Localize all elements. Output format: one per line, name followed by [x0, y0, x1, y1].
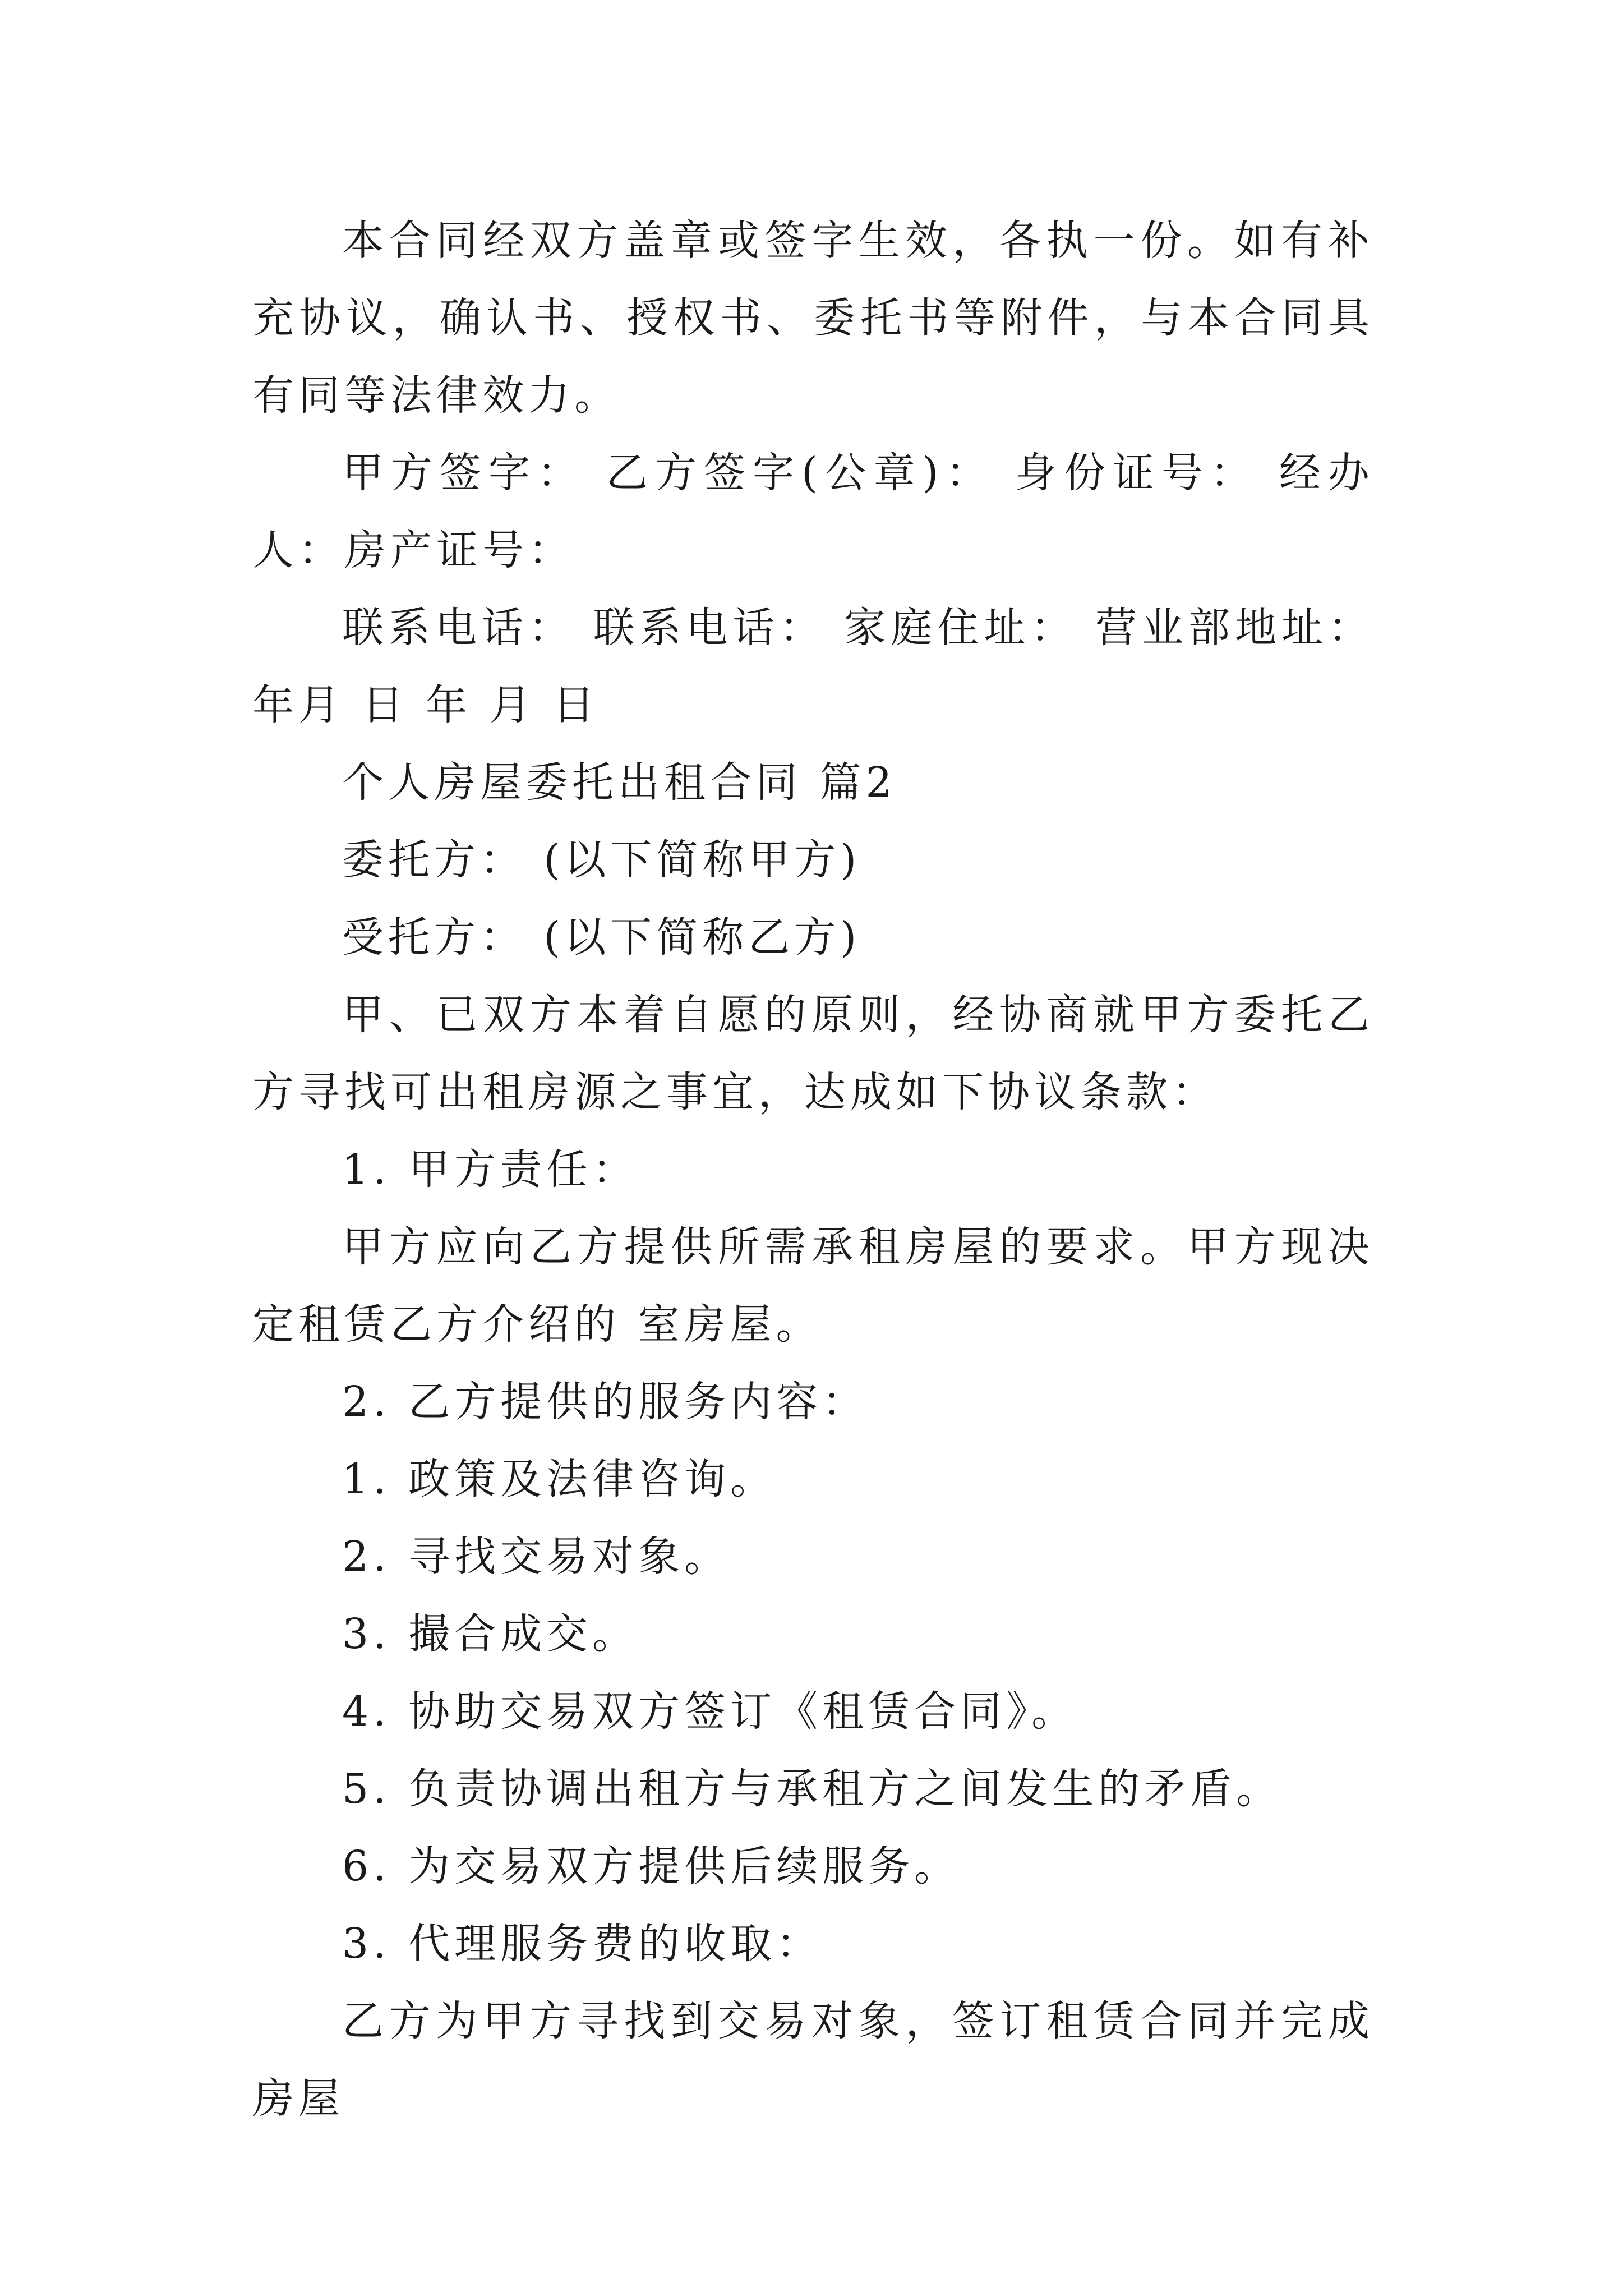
service-item: 1. 政策及法律咨询。 [342, 1455, 777, 1503]
document-body [252, 202, 1374, 2137]
paragraph-agreement-intro: 甲、已双方本着自愿的原则，经协商就甲方委托乙方寻找可出租房源之事宜，达成如下协议条款： [252, 991, 1374, 1116]
service-item: 4. 协助交易双方签订《租赁合同》。 [342, 1687, 1078, 1736]
paragraph-party-a-duty: 甲方应向乙方提供所需承租房屋的要求。甲方现决定租赁乙方介绍的 室房屋。 [252, 1223, 1374, 1349]
paragraph-principal: 委托方： (以下简称甲方) [342, 836, 861, 884]
paragraph-effect-clause: 本合同经双方盖章或签字生效，各执一份。如有补充协议，确认书、授权书、委托书等附件，与本合同具有同等法律效力。 [252, 217, 1374, 420]
paragraph-fee: 乙方为甲方寻找到交易对象，签订租赁合同并完成房屋 [252, 1997, 1374, 2123]
clause-heading-1: 1. 甲方责任： [342, 1145, 639, 1194]
section-heading: 个人房屋委托出租合同 篇2 [342, 758, 897, 807]
paragraph-agent: 受托方： (以下简称乙方) [342, 913, 861, 961]
paragraph-signatures: 甲方签字： 乙方签字(公章)： 身份证号： 经办人：房产证号： [252, 449, 1374, 574]
service-item: 3. 撮合成交。 [342, 1610, 639, 1658]
clause-heading-2: 2. 乙方提供的服务内容： [342, 1378, 869, 1426]
service-item: 6. 为交易双方提供后续服务。 [342, 1842, 961, 1890]
service-item: 5. 负责协调出租方与承租方之间发生的矛盾。 [342, 1765, 1283, 1813]
clause-heading-3: 3. 代理服务费的收取： [342, 1920, 823, 1968]
paragraph-contacts: 联系电话： 联系电话： 家庭住址： 营业部地址： 年月 日 年 月 日 [252, 604, 1374, 729]
service-item: 2. 寻找交易对象。 [342, 1533, 731, 1581]
